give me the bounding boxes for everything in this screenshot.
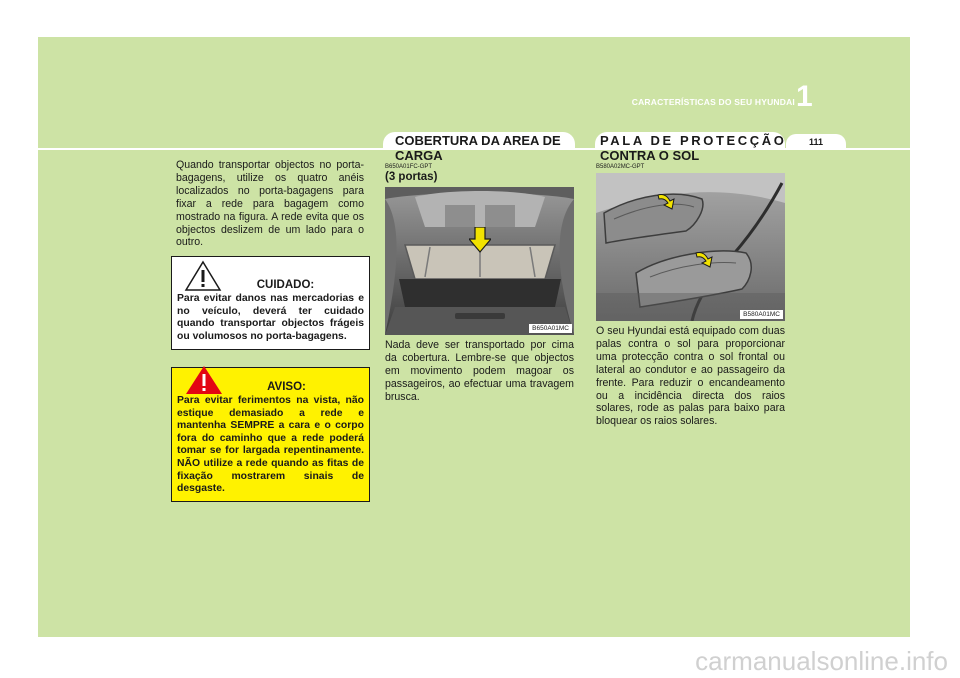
warning-box — [171, 367, 370, 502]
caution-text: Para evitar danos nas mercadorias e no veículo, deverá ter cuidado quando transportar objectos frágeis ou volumosos no porta-bagagens. — [177, 293, 364, 342]
section-title-sunvisor — [600, 134, 786, 162]
caution-box — [171, 256, 370, 350]
arrow-rotate-icon — [694, 249, 716, 269]
sunvisor-image-label: B580A01MC — [740, 310, 783, 319]
sunvisor-paragraph: O seu Hyundai está equipado com duas palas contra o sol para proporcionar uma protecção contra o sol frontal ou lateral ao condutor e ao passageiro da frente. Para reduzir o encandeamento ou a incidência directa dos raios solares, rode as palas para baixo para bloquear os raios solares. — [596, 325, 785, 428]
section-title-cargo-line2: CARGA — [395, 148, 443, 163]
chapter-number: 1 — [796, 80, 813, 113]
cargo-image-label: B650A01MC — [529, 324, 572, 333]
warning-text: Para evitar ferimentos na vista, não estique demasiado a rede e mantenha SEMPRE a cara e o corpo fora do caminho que a rede poderá tomar se for largada repentinamente. NÃO utilize a rede quando as fitas de fixação mostrarem sinais de desgaste. — [177, 395, 364, 495]
section-title-cargo-line1: COBERTURA DA AREA DE — [395, 133, 561, 148]
cargo-cover-illustration — [385, 187, 574, 335]
cargo-cover-photo — [385, 187, 574, 335]
sunvisor-code: B580A02MC-GPT — [596, 164, 645, 170]
page-number: 111 — [808, 137, 824, 147]
section-title-cargo — [395, 134, 561, 162]
sunvisor-illustration — [596, 173, 785, 321]
chapter-title: CARACTERÍSTICAS DO SEU HYUNDAI — [631, 97, 795, 107]
section-title-sunvisor-line1: PALA DE PROTECÇÃO — [600, 133, 787, 148]
cargo-cover-paragraph: Nada deve ser transportado por cima da cobertura. Lembre-se que objectos em movimento podem magoar os passageiros, ao efectuar uma travagem brusca. — [385, 339, 574, 403]
luggage-net-paragraph: Quando transportar objectos no porta-bagagens, utilize os quatro anéis localizados no porta-bagagens para fixar a rede para bagagem como mostrado na figura. A rede evita que os objectos deslizem de um lado para o outro. — [176, 159, 364, 249]
caution-title: CUIDADO: — [256, 279, 315, 291]
sunvisor-photo — [596, 173, 785, 321]
watermark: carmanualsonline.info — [695, 646, 948, 676]
arrow-down-icon — [469, 227, 491, 253]
warning-title: AVISO: — [267, 381, 306, 393]
arrow-rotate-icon — [656, 191, 678, 211]
cargo-subheading: (3 portas) — [385, 171, 438, 183]
section-title-sunvisor-line2: CONTRA O SOL — [600, 148, 700, 163]
cargo-code: B650A01FC-GPT — [385, 164, 433, 170]
